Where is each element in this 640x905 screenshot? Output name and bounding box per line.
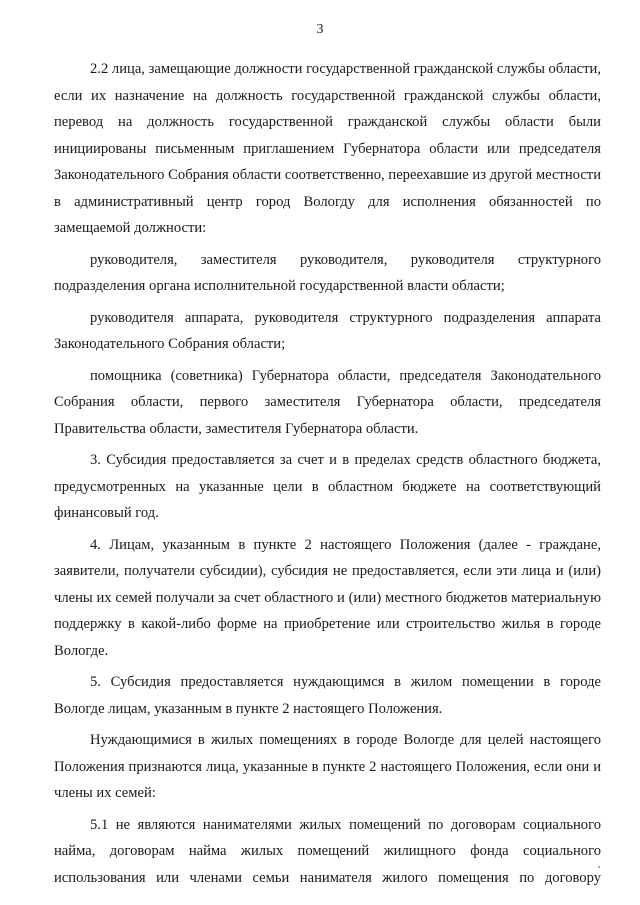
paragraph-list-item-2: руководителя аппарата, руководителя структурного подразделения аппарата Законодательного Собрания области;: [54, 309, 601, 352]
paragraph-list-item-3: помощника (советника) Губернатора области, председателя Законодательного Собрания области, первого заместителя Губернатора области, председателя Правительства области, заместителя Губернатора области.: [54, 367, 601, 437]
paragraph-needy-definition: Нуждающимися в жилых помещениях в городе Вологде для целей настоящего Положения признаются лица, указанные в пункте 2 настоящего Положения, если они и члены их семей:: [54, 732, 601, 801]
paragraph-2-2: 2.2 лица, замещающие должности государственной гражданской службы области, если их назначение на должность государственной гражданской службы области, перевод на должность государственной гражданской службы области были инициированы письменным приглашением Губернатора области или председателя Законодательного Собрания области соответственно, переехавшие из другой местности в административный центр город Вологду для исполнения обязанностей по замещаемой должности:: [54, 61, 601, 236]
paragraph-3: 3. Субсидия предоставляется за счет и в пределах средств областного бюджета, предусмотренных на указанные цели в областном бюджете на соответствующий финансовый год.: [54, 452, 601, 521]
paragraph-5: 5. Субсидия предоставляется нуждающимся в жилом помещении в городе Вологде лицам, указанным в пункте 2 настоящего Положения.: [54, 674, 601, 717]
scan-speck: [598, 866, 600, 868]
page-number: 3: [316, 22, 324, 37]
paragraph-4: 4. Лицам, указанным в пункте 2 настоящего Положения (далее - граждане, заявители, получатели субсидии), субсидия не предоставляется, если эти лица и (или) члены их семей получали за счет областного и (или) местного бюджетов материальную поддержку в какой-либо форме на приобретение или строительство жилья в городе Вологде.: [54, 536, 601, 659]
paragraph-list-item-1: руководителя, заместителя руководителя, руководителя структурного подразделения органа исполнительной государственной власти области;: [54, 251, 601, 294]
document-body: [54, 56, 601, 891]
paragraph-5-1: 5.1 не являются нанимателями жилых помещений по договорам социального найма, договорам найма жилых помещений жилищного фонда социального использования или членами семьи нанимателя жилого помещения по договору: [54, 816, 601, 886]
